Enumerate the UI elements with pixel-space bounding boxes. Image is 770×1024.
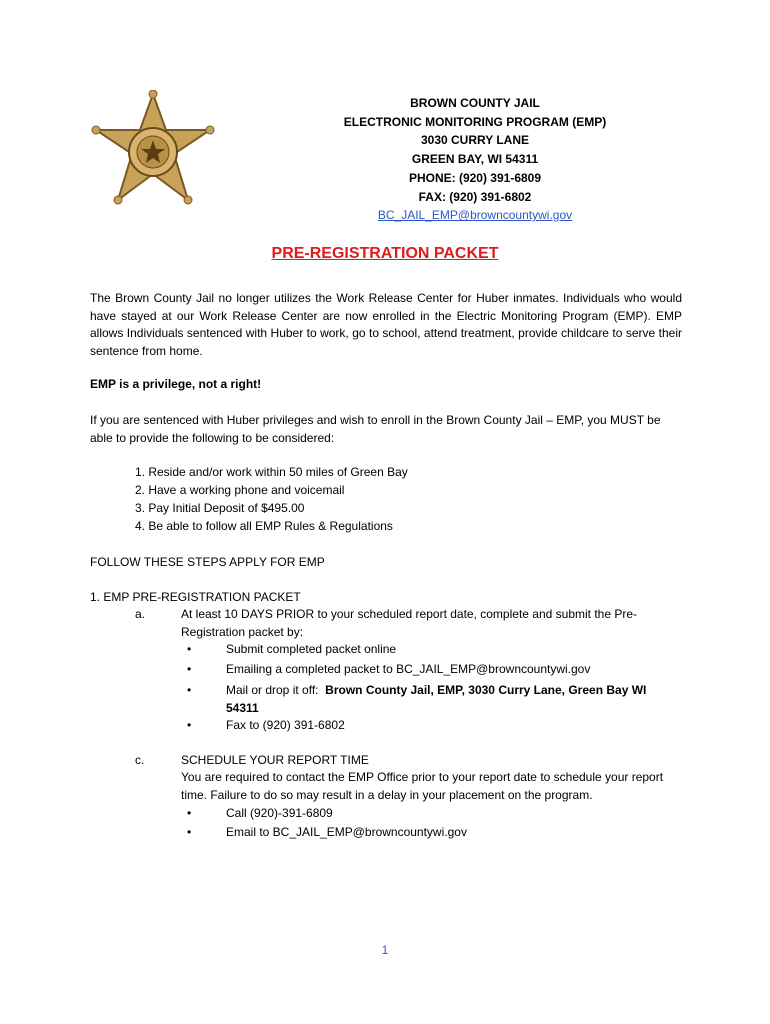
stepc-option-email: Email to BC_JAIL_EMP@browncountywi.gov: [226, 825, 467, 839]
step1-option-online: Submit completed packet online: [226, 642, 397, 656]
bullet-glyph: •: [187, 662, 192, 676]
step1-option-email: Emailing a completed packet to BC_JAIL_EMP@browncountywi.gov: [226, 662, 591, 676]
stepc-text: You are required to contact the EMP Office prior to your report date to schedule your report time. Failure to do so may result in a delay in your placement on the program.: [181, 770, 664, 802]
mail-label: Mail or drop it off:: [226, 683, 319, 697]
bullet-glyph: •: [187, 806, 192, 820]
header-line-program: ELECTRONIC MONITORING PROGRAM (EMP): [343, 114, 607, 129]
header-line-fax: FAX: (920) 391-6802: [418, 189, 532, 204]
intro-paragraph: The Brown County Jail no longer utilizes the Work Release Center for Huber inmates. Individuals who would have stayed at our Work Release Center are now enrolled in the Electric Monitoring Program (EMP). EMP allows Individuals sentenced with Huber to work, go to school, attend treatment, provide childcare to serve their sentence from home.: [90, 291, 682, 358]
header-line-street: 3030 CURRY LANE: [420, 133, 530, 148]
header-line-city: GREEN BAY, WI 54311: [411, 152, 539, 167]
step1-text: At least 10 DAYS PRIOR to your scheduled report date, complete and submit the Pre-Registration packet by:: [181, 607, 638, 639]
criteria-item-2: 2. Have a working phone and voicemail: [135, 483, 345, 497]
step1-option-mail: [226, 682, 666, 717]
requirement-paragraph: If you are sentenced with Huber privileges and wish to enroll in the Brown County Jail – EMP, you MUST be able to provide the following to be considered:: [90, 413, 661, 445]
step1-heading: 1. EMP PRE-REGISTRATION PACKET: [90, 590, 301, 604]
privilege-note: EMP is a privilege, not a right!: [90, 377, 262, 391]
header-email-link[interactable]: BC_JAIL_EMP@browncountywi.gov: [377, 208, 573, 223]
mail-address: Brown County Jail, EMP, 3030 Curry Lane, Green Bay WI 54311: [226, 683, 647, 715]
steps-heading: FOLLOW THESE STEPS APPLY FOR EMP: [90, 555, 325, 569]
bullet-glyph: •: [187, 718, 192, 732]
header-line-jail: BROWN COUNTY JAIL: [410, 96, 540, 110]
step1-letter: a.: [135, 607, 146, 621]
criteria-item-3: 3. Pay Initial Deposit of $495.00: [135, 501, 305, 515]
bullet-glyph: •: [187, 825, 192, 839]
stepc-letter: c.: [135, 753, 145, 767]
stepc-option-call: Call (920)-391-6809: [226, 806, 333, 820]
page-title: PRE-REGISTRATION PACKET: [271, 245, 499, 262]
header-line-phone: PHONE: (920) 391-6809: [408, 170, 542, 185]
letterhead: [290, 94, 660, 225]
bullet-glyph: •: [187, 683, 192, 697]
stepc-heading: SCHEDULE YOUR REPORT TIME: [181, 753, 369, 767]
criteria-item-4: 4. Be able to follow all EMP Rules & Regulations: [135, 519, 393, 533]
criteria-item-1: 1. Reside and/or work within 50 miles of Green Bay: [135, 465, 408, 479]
page-number: 1: [381, 943, 389, 957]
step1-option-fax: Fax to (920) 391-6802: [226, 718, 345, 732]
bullet-glyph: •: [187, 642, 192, 656]
sheriff-star-badge-icon: [88, 90, 218, 210]
